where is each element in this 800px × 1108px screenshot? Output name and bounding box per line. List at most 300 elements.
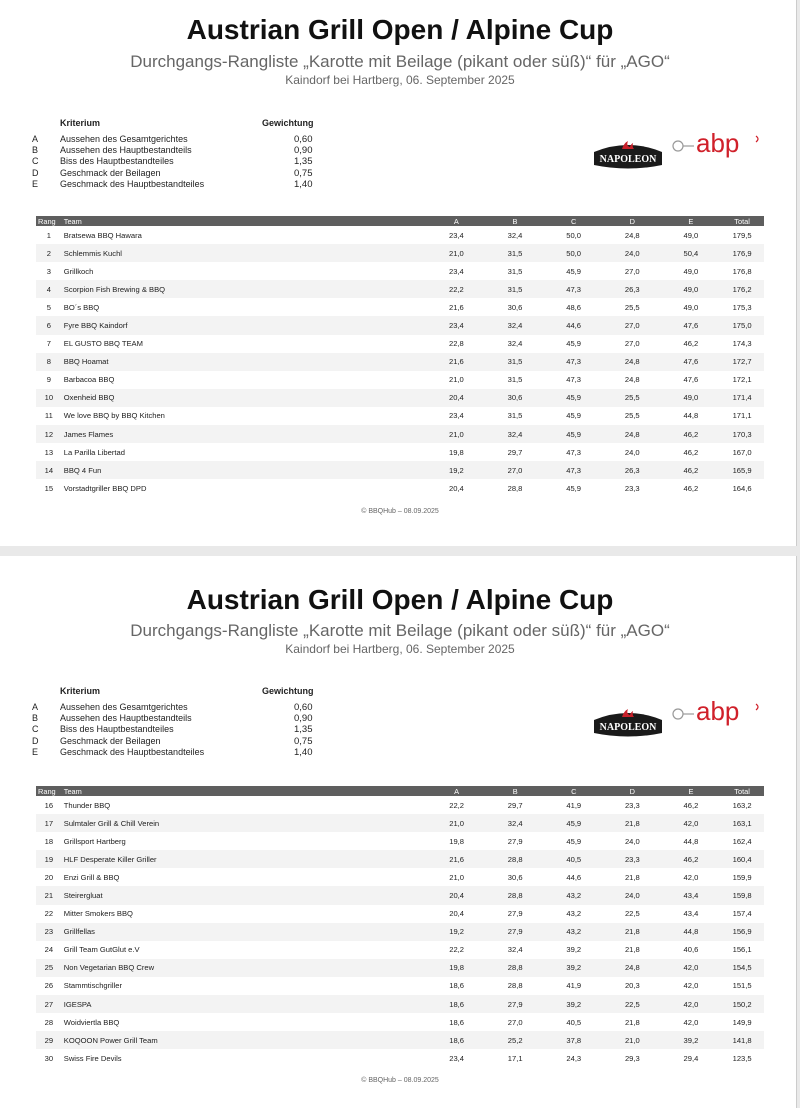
table-cell: 43,4: [683, 909, 699, 919]
table-cell: 165,9: [720, 461, 764, 479]
table-cell: 43,2: [566, 909, 582, 919]
table-cell: 44,6: [566, 872, 582, 882]
table-row: [36, 959, 764, 977]
table-row: [36, 407, 764, 425]
table-cell: 16: [44, 800, 54, 810]
table-cell: 22,5: [624, 909, 640, 919]
table-cell: 27,9: [486, 995, 545, 1013]
table-cell: 47,3: [544, 461, 603, 479]
table-cell: 160,4: [720, 850, 764, 868]
table-cell: Fyre BBQ Kaindorf: [62, 316, 427, 334]
column-header: D: [603, 786, 662, 796]
table-cell: 21,0: [427, 425, 486, 443]
page-subtitle: Durchgangs-Rangliste „Karotte mit Beilage (pikant oder süß)“ für „AGO“: [130, 621, 670, 640]
table-row: [36, 814, 764, 832]
table-cell: 21,8: [624, 945, 640, 955]
page-title: Austrian Grill Open / Alpine Cup: [186, 584, 614, 615]
table-cell: 30,6: [486, 389, 545, 407]
table-cell: 171,4: [720, 389, 764, 407]
table-cell: 14: [36, 461, 62, 479]
table-cell: 42,0: [662, 959, 721, 977]
column-header: A: [427, 216, 486, 226]
column-header: A: [427, 786, 486, 796]
table-cell: 24,8: [624, 230, 640, 240]
table-cell: 20,4: [427, 389, 486, 407]
napoleon-logo-text: NAPOLEON: [599, 154, 657, 165]
table-cell: 24,8: [603, 959, 662, 977]
table-cell: 42,0: [662, 995, 721, 1013]
column-header: D: [603, 216, 662, 226]
napoleon-logo: [588, 700, 668, 740]
table-row: [36, 479, 764, 497]
table-cell: 31,5: [507, 266, 523, 276]
table-cell: 17: [36, 814, 62, 832]
table-cell: 29,4: [683, 1053, 699, 1063]
table-cell: 11: [44, 411, 53, 421]
criteria-letter: A: [32, 702, 39, 712]
table-cell: 49,0: [683, 266, 699, 276]
table-cell: 20,4: [427, 886, 486, 904]
criteria-header-gewichtung: Gewichtung: [262, 686, 314, 696]
table-row: [36, 244, 764, 262]
event-location-date: Kaindorf bei Hartberg, 06. September 2025: [285, 642, 515, 656]
criteria-row: [32, 724, 332, 735]
page-title: Austrian Grill Open / Alpine Cup: [186, 14, 614, 45]
abp-logo-text: abp: [696, 130, 740, 158]
table-cell: 46,2: [662, 461, 721, 479]
table-cell: 21,0: [427, 244, 486, 262]
table-cell: 23,3: [603, 850, 662, 868]
table-row: [36, 371, 764, 389]
table-cell: 21,0: [427, 814, 486, 832]
column-header: Total: [720, 786, 764, 796]
table-cell: 48,6: [566, 302, 581, 312]
table-cell: 18,6: [427, 1031, 486, 1049]
table-cell: 10: [36, 389, 62, 407]
table-cell: KOQOON Power Grill Team: [62, 1031, 428, 1049]
table-cell: 27,0: [507, 1017, 523, 1027]
table-cell: 42,0: [662, 814, 721, 832]
column-header: Rang: [36, 216, 62, 226]
table-row: [36, 461, 764, 479]
table-cell: 176,9: [720, 244, 764, 262]
criteria-name: Biss des Hauptbestandteiles: [60, 156, 174, 167]
table-cell: 29: [36, 1031, 62, 1049]
criteria-list: [32, 118, 332, 190]
criteria-letter: D: [32, 735, 39, 746]
criteria-name: Geschmack der Beilagen: [60, 735, 161, 746]
table-cell: 21,6: [427, 850, 486, 868]
table-cell: 24,0: [603, 244, 662, 262]
criteria-weight: 0,90: [294, 145, 313, 157]
criteria-row: [32, 145, 332, 156]
table-cell: 47,6: [662, 353, 721, 371]
table-row: [36, 905, 764, 923]
criteria-weight: 0,90: [294, 713, 313, 725]
napoleon-logo: [588, 132, 668, 172]
table-row: [36, 868, 764, 886]
table-cell: 26: [44, 981, 54, 991]
table-cell: 46,2: [662, 425, 721, 443]
table-cell: 46,2: [683, 339, 699, 349]
table-header-row: [36, 216, 764, 226]
table-cell: 20,3: [624, 981, 640, 991]
table-row: [36, 977, 764, 995]
table-cell: 22: [44, 909, 54, 919]
table-cell: 21,0: [603, 1031, 662, 1049]
table-cell: 159,8: [720, 886, 764, 904]
table-cell: 39,2: [662, 1031, 721, 1049]
table-cell: 18,6: [427, 995, 486, 1013]
table-row: [36, 353, 764, 371]
table-cell: 27,0: [486, 461, 545, 479]
table-cell: 21,8: [624, 872, 640, 882]
table-cell: 28,8: [507, 483, 523, 493]
table-cell: 21,0: [448, 375, 464, 385]
table-cell: 21: [36, 886, 62, 904]
column-header: E: [662, 216, 721, 226]
table-cell: 50,4: [662, 244, 721, 262]
criteria-weight: 0,75: [294, 167, 313, 179]
table-cell: 45,9: [544, 389, 603, 407]
table-cell: EL GUSTO BBQ TEAM: [63, 339, 143, 349]
table-cell: 43,2: [544, 886, 603, 904]
page-footer: © BBQHub – 08.09.2025: [361, 508, 439, 515]
table-cell: 44,6: [544, 316, 603, 334]
table-row: [36, 298, 764, 316]
column-header: B: [486, 786, 545, 796]
table-cell: 21,8: [603, 923, 662, 941]
table-cell: Thunder BBQ: [63, 800, 111, 810]
table-cell: 175,3: [732, 302, 752, 312]
table-cell: 25,5: [624, 302, 640, 312]
table-cell: 154,5: [720, 959, 764, 977]
table-cell: 23,4: [449, 1053, 464, 1063]
table-cell: 26,3: [603, 461, 662, 479]
table-row: [36, 1031, 764, 1049]
table-cell: 46,2: [683, 483, 699, 493]
table-cell: 44,8: [683, 411, 699, 421]
criteria-name: Aussehen des Hauptbestandteils: [60, 145, 192, 156]
table-cell: 27,0: [624, 266, 640, 276]
table-cell: 23,4: [448, 230, 464, 240]
table-cell: 164,6: [732, 483, 752, 493]
criteria-weight: 1,35: [294, 156, 313, 168]
table-cell: 19,2: [427, 461, 486, 479]
criteria-name: Aussehen des Gesamtgerichtes: [60, 134, 188, 144]
table-cell: Grill Team GutGlut e.V: [63, 945, 140, 955]
table-cell: 9: [46, 375, 51, 385]
table-cell: 49,0: [662, 280, 721, 298]
table-cell: 8: [36, 353, 62, 371]
table-cell: 175,0: [720, 316, 764, 334]
table-row: [36, 280, 764, 298]
column-header: C: [544, 786, 603, 796]
column-header: E: [662, 786, 721, 796]
table-cell: 27: [36, 995, 62, 1013]
table-cell: 156,1: [732, 945, 752, 955]
table-cell: Oxenheid BBQ: [62, 389, 427, 407]
table-cell: 23,3: [624, 800, 640, 810]
table-cell: 25: [36, 959, 62, 977]
table-cell: 45,9: [566, 266, 581, 276]
table-row: [36, 226, 764, 244]
criteria-row: [32, 713, 332, 724]
criteria-weight: 0,60: [294, 134, 313, 145]
table-cell: 171,1: [732, 411, 752, 421]
table-cell: 31,5: [486, 353, 545, 371]
table-cell: 24,8: [603, 425, 662, 443]
criteria-name: Geschmack des Hauptbestandteiles: [60, 178, 205, 189]
criteria-weight: 1,40: [294, 746, 313, 758]
table-cell: 27,9: [507, 909, 523, 919]
table-cell: 32,4: [507, 339, 523, 349]
criteria-weight: 0,75: [294, 735, 313, 747]
column-header: B: [486, 216, 545, 226]
table-cell: 23,4: [448, 411, 464, 421]
criteria-name: Aussehen des Gesamtgerichtes: [60, 702, 188, 712]
table-cell: BBQ Hoamat: [62, 353, 427, 371]
table-cell: 26,3: [603, 280, 662, 298]
table-cell: 40,6: [683, 945, 699, 955]
table-cell: 172,1: [732, 375, 752, 385]
table-cell: 40,5: [566, 1017, 582, 1027]
table-cell: 40,5: [544, 850, 603, 868]
table-cell: Grillkoch: [63, 266, 94, 276]
table-cell: 32,4: [486, 814, 545, 832]
table-row: [36, 850, 764, 868]
table-row: [36, 796, 764, 814]
table-cell: Scorpion Fish Brewing & BBQ: [62, 280, 427, 298]
table-cell: Enzi Grill & BBQ: [63, 872, 120, 882]
table-cell: 29,7: [507, 447, 523, 457]
table-row: [36, 1013, 764, 1031]
table-row: [36, 262, 764, 280]
table-cell: 28,8: [486, 886, 545, 904]
table-cell: 18,6: [449, 1017, 464, 1027]
criteria-letter: C: [32, 156, 39, 167]
table-cell: 163,2: [732, 800, 752, 810]
table-cell: 24: [44, 945, 54, 955]
table-cell: BBQ 4 Fun: [62, 461, 427, 479]
table-cell: 157,4: [732, 909, 752, 919]
column-header: Team: [62, 786, 428, 796]
table-cell: 45,9: [566, 411, 581, 421]
table-cell: Vorstadtgriller BBQ DPD: [63, 483, 147, 493]
criteria-name: Aussehen des Hauptbestandteils: [60, 713, 192, 724]
criteria-header-kriterium: Kriterium: [60, 686, 101, 696]
table-cell: 28,8: [486, 850, 545, 868]
table-cell: 172,7: [720, 353, 764, 371]
table-cell: 19: [36, 850, 62, 868]
criteria-header: [32, 118, 332, 134]
table-cell: Schlemmis Kuchl: [62, 244, 427, 262]
abp-logo: [672, 130, 772, 160]
table-cell: 167,0: [732, 447, 752, 457]
table-cell: 174,3: [732, 339, 752, 349]
table-cell: 29,7: [507, 800, 523, 810]
table-cell: 47,3: [544, 280, 603, 298]
table-row: [36, 941, 764, 959]
table-cell: 46,2: [683, 800, 699, 810]
table-cell: 25,2: [486, 1031, 545, 1049]
table-cell: 4: [36, 280, 62, 298]
table-cell: 44,8: [662, 923, 721, 941]
table-cell: 27,9: [507, 836, 523, 846]
table-cell: Stammtischgriller: [63, 981, 122, 991]
table-cell: 19,8: [449, 836, 464, 846]
results-table: [36, 786, 764, 1067]
criteria-weight: 0,60: [294, 702, 313, 713]
table-cell: 24,0: [624, 836, 640, 846]
event-location-date: Kaindorf bei Hartberg, 06. September 2025: [285, 73, 515, 87]
table-cell: 22,2: [427, 280, 486, 298]
napoleon-logo-text: NAPOLEON: [599, 722, 657, 733]
table-cell: BO´s BBQ: [63, 302, 100, 312]
table-cell: 47,3: [566, 375, 581, 385]
table-cell: 6: [36, 316, 62, 334]
criteria-letter: C: [32, 724, 39, 735]
table-cell: 21,8: [603, 814, 662, 832]
abp-logo: [672, 698, 772, 728]
table-cell: 46,2: [662, 850, 721, 868]
criteria-weight: 1,40: [294, 178, 313, 190]
table-cell: 156,9: [720, 923, 764, 941]
table-cell: 18: [44, 836, 54, 846]
criteria-row: [32, 134, 332, 145]
table-cell: 17,1: [507, 1053, 523, 1063]
table-cell: 47,6: [662, 316, 721, 334]
table-cell: 159,9: [732, 872, 752, 882]
column-header: Total: [720, 216, 764, 226]
table-cell: 23: [36, 923, 62, 941]
table-cell: Non Vegetarian BBQ Crew: [62, 959, 428, 977]
table-cell: Grillsport Hartberg: [63, 836, 126, 846]
table-cell: We love BBQ by BBQ Kitchen: [63, 411, 165, 421]
criteria-letter: A: [32, 134, 39, 144]
table-cell: 46,2: [683, 447, 699, 457]
table-cell: 28: [44, 1017, 54, 1027]
table-cell: 45,9: [566, 483, 581, 493]
table-cell: 176,2: [720, 280, 764, 298]
table-cell: 2: [36, 244, 62, 262]
table-cell: 27,9: [486, 923, 545, 941]
table-cell: 49,0: [662, 389, 721, 407]
criteria-name: Biss des Hauptbestandteiles: [60, 724, 174, 735]
table-cell: 24,3: [566, 1053, 582, 1063]
table-row: [36, 832, 764, 850]
table-cell: 30,6: [507, 302, 523, 312]
table-cell: 163,1: [720, 814, 764, 832]
table-cell: 28,8: [486, 959, 545, 977]
table-cell: 31,5: [507, 375, 523, 385]
table-row: [36, 886, 764, 904]
results-table: [36, 216, 764, 497]
table-cell: 149,9: [732, 1017, 752, 1027]
table-cell: 25,5: [603, 389, 662, 407]
table-cell: 31,5: [507, 411, 523, 421]
table-cell: 7: [46, 339, 51, 349]
table-cell: 45,9: [566, 836, 582, 846]
table-cell: 29,3: [624, 1053, 640, 1063]
table-header-row: [36, 786, 764, 796]
table-cell: 41,9: [566, 981, 582, 991]
abp-logo-text: abp: [696, 698, 740, 726]
table-cell: 150,2: [720, 995, 764, 1013]
table-cell: 21,6: [448, 302, 464, 312]
page-subtitle: Durchgangs-Rangliste „Karotte mit Beilage (pikant oder süß)“ für „AGO“: [130, 52, 670, 71]
table-cell: 39,2: [544, 959, 603, 977]
table-cell: 5: [46, 302, 51, 312]
page-footer: © BBQHub – 08.09.2025: [361, 1077, 439, 1084]
table-cell: 22,5: [603, 995, 662, 1013]
table-cell: 30: [44, 1053, 54, 1063]
table-cell: 24,8: [624, 375, 640, 385]
table-row: [36, 389, 764, 407]
table-cell: 23,4: [427, 316, 486, 334]
criteria-weight: 1,35: [294, 724, 313, 736]
table-cell: 20: [44, 872, 54, 882]
table-cell: Swiss Fire Devils: [63, 1053, 122, 1063]
table-cell: 32,4: [507, 230, 523, 240]
column-header: Rang: [36, 786, 62, 796]
table-cell: 37,8: [544, 1031, 603, 1049]
table-cell: Woidviertla BBQ: [63, 1017, 120, 1027]
table-cell: 32,4: [486, 425, 545, 443]
table-cell: 42,0: [683, 1017, 699, 1027]
table-cell: 176,8: [732, 266, 752, 276]
table-cell: 123,5: [732, 1053, 752, 1063]
table-cell: 50,0: [544, 244, 603, 262]
table-cell: Sulmtaler Grill & Chill Verein: [62, 814, 428, 832]
criteria-name: Geschmack des Hauptbestandteiles: [60, 746, 205, 757]
table-cell: Mitter Smokers BBQ: [63, 909, 133, 919]
table-cell: 20,4: [448, 483, 464, 493]
criteria-row: [32, 156, 332, 167]
table-cell: 27,0: [624, 339, 640, 349]
table-cell: 50,0: [566, 230, 581, 240]
table-cell: 15: [44, 483, 54, 493]
table-cell: 13: [44, 447, 54, 457]
table-cell: HLF Desperate Killer Griller: [62, 850, 428, 868]
table-cell: 32,4: [507, 945, 523, 955]
table-cell: Bratsewa BBQ Hawara: [63, 230, 142, 240]
table-row: [36, 923, 764, 941]
table-row: [36, 425, 764, 443]
criteria-letter: B: [32, 713, 39, 724]
table-cell: 12: [36, 425, 62, 443]
table-cell: 41,9: [566, 800, 582, 810]
table-cell: 39,2: [566, 945, 582, 955]
criteria-header-kriterium: Kriterium: [60, 118, 101, 128]
table-cell: 43,2: [544, 923, 603, 941]
table-cell: 22,2: [449, 800, 464, 810]
table-cell: 141,8: [720, 1031, 764, 1049]
table-cell: 45,9: [544, 814, 603, 832]
table-cell: 32,4: [486, 316, 545, 334]
table-cell: 1: [46, 230, 51, 240]
table-cell: IGESPA: [62, 995, 428, 1013]
table-cell: 162,4: [732, 836, 752, 846]
criteria-letter: E: [32, 746, 39, 757]
table-cell: 24,0: [624, 447, 640, 457]
table-row: [36, 1049, 764, 1067]
table-cell: Steirergluat: [62, 886, 428, 904]
table-cell: 44,8: [683, 836, 699, 846]
table-cell: 18,6: [449, 981, 464, 991]
criteria-letter: E: [32, 178, 39, 189]
table-cell: 47,6: [683, 375, 699, 385]
